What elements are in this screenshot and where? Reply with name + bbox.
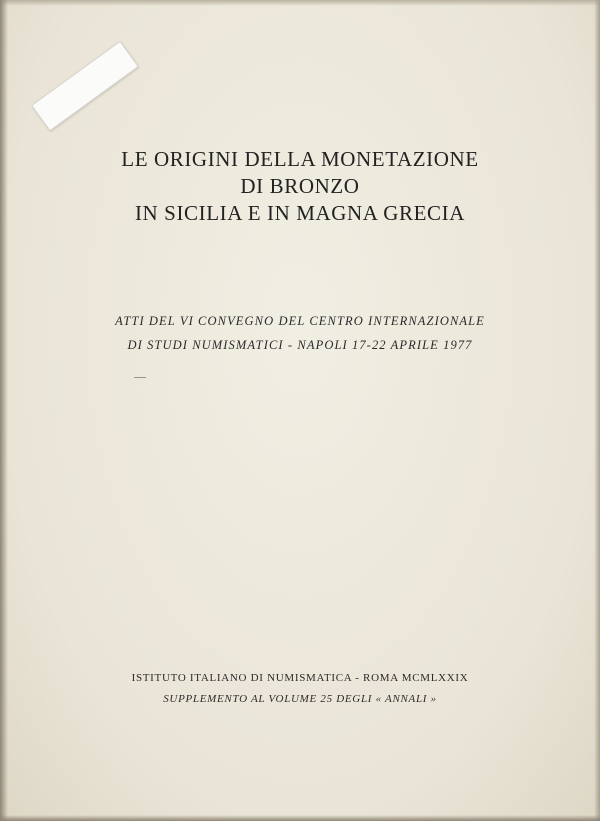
supplement-line: SUPPLEMENTO AL VOLUME 25 DEGLI « ANNALI » [163,693,437,705]
book-subtitle [0,309,600,357]
cover-edge-top [0,0,600,6]
title-line-1: LE ORIGINI DELLA MONETAZIONE [121,147,479,171]
book-title [0,146,600,227]
cover-edge-bottom [0,815,600,821]
label-sticker [31,41,139,132]
title-line-2: DI BRONZO [240,174,360,198]
publisher-line: ISTITUTO ITALIANO DI NUMISMATICA - ROMA MCMLXXIX [131,672,469,684]
subtitle-line-1: ATTI DEL VI CONVEGNO DEL CENTRO INTERNAZIONALE [115,314,485,328]
subtitle-line-2: DI STUDI NUMISMATICI - NAPOLI 17-22 APRILE 1977 [127,338,473,352]
publisher-block [0,668,600,710]
pencil-mark [134,377,146,378]
title-line-3: IN SICILIA E IN MAGNA GRECIA [134,201,466,225]
